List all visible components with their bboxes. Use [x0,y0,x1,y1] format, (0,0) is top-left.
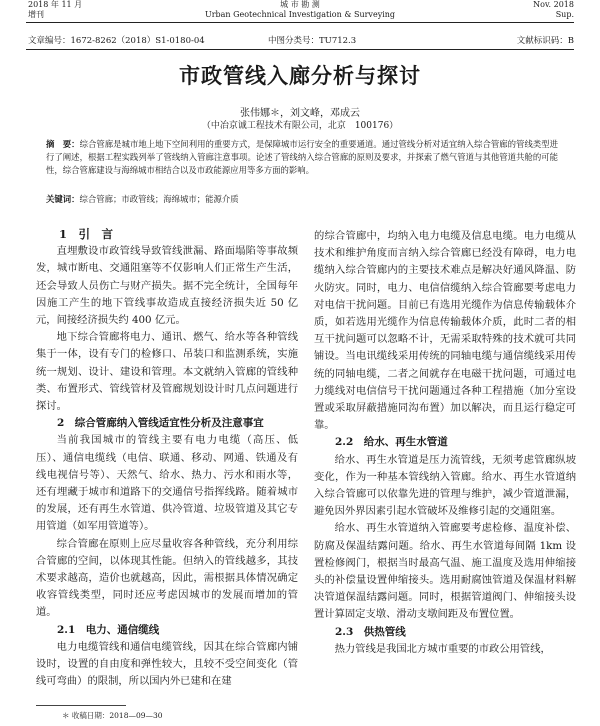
header-date-line1: 2018 年 11 月 [28,0,83,9]
document-code: 文献标识码：B [516,36,574,46]
article-number: 文章编号：1672-8262（2018）S1-0180-04 [28,36,205,46]
header-journal-en: Urban Geotechnical Investigation & Surveying [204,10,396,19]
keywords-label: 关键词： [46,194,80,204]
section-2-heading: 2 综合管廊纳入管线适宜性分析及注意事宜 [57,417,264,430]
abstract-label: 摘 要： [46,139,80,149]
right-paragraph-1: 的综合管廊中，均纳入电力电缆及信息电缆。电力电缆从技术和维护角度而言纳入综合管廊已经没有障碍，电力电缆纳入综合管廊内的主要技术难点是解决好通风降温、防火防灾。同时，电力、电信信缆纳入综合管廊要考虑电力对电信干扰问题。目前已有选用光缆作为信息传输载体介质，如若选用光缆作为信息传输载体介质，此时二者的相互干扰问题可以忽略不计，无需采取特殊的技术就可共同铺设。当电讯缆线采用传统的同轴电缆与通信缆线采用传统的同轴电缆，二者之间就存在电磁干扰问题，可通过电力缆线对电信信号干扰问题通过各种工程措施（加分室设置或采取屏蔽措施同沟布置）加以解决，而且运行稳定可靠。 [314,230,576,432]
right-paragraph-3: 给水、再生水管道纳入管廊要考虑检修、温度补偿、防腐及保温结露问题。给水、再生水管道每间隔 1km 设置检修阀门，根据当时最高气温、施工温度及选用伸缩接头的补偿量设置伸缩接头。选用耐腐蚀管道及保温材料解决管道保温结露问题。同时，根据管道阀门、伸缩接头设置计算固定支墩、滑动支墩间距及布置位置。 [314,522,576,621]
section-1-heading: 1 引 言 [59,227,114,241]
header-journal [0,0,600,20]
affiliation: （中冶京诚工程技术有限公司，北京 100176） [201,121,399,131]
keywords-text: 综合管廊；市政管线；海绵城市；能源介质 [79,194,239,204]
section-2-1-paragraph-1: 电力电缆管线和通信电缆管线，因其在综合管廊内铺设时，设置的自由度和弹性较大，且较不受空间变化（管线可弯曲）的限制，所以国内外已建和在建 [36,640,298,688]
authors: 张伟娜＊，刘文峰，邓成云 [240,108,360,119]
left-column [36,226,298,690]
header-rule [26,22,574,23]
header-date-line2: 增刊 [28,10,44,19]
header-issue [533,0,574,20]
header-issue-line1: Nov. 2018 [533,0,574,9]
abstract [46,138,558,178]
section-2-2-heading: 2.2 给水、再生水管道 [335,436,448,449]
right-column [314,228,576,658]
header-journal-cn: 城 市 勘 测 [280,0,320,9]
received-date-footnote: ＊ 收稿日期：2018—09—30 [62,711,163,720]
section-2-3-heading: 2.3 供热管线 [335,625,406,638]
footnote-rule [36,705,126,706]
right-paragraph-2: 给水、再生水管道是压力流管线，无须考虑管廊纵坡变化，作为一种基本管线纳入管廊。给水、再生水管道纳入综合管廊可以依靠先进的管理与维护，减少管道泄漏，避免因外界因素引起水管破坏及维修引起的交通阻塞。 [314,453,576,518]
paper-title: 市政管线入廊分析与探讨 [179,63,421,88]
section-2-paragraph-2: 综合管廊在原则上应尽量收容各种管线，充分利用综合管廊的空间，以体现其性能。但纳入的管线越多，其技术要求越高，造价也就越高，因此，需根据具体情况确定收容管线类型，同时还应考虑因城市的发展而增加的管道。 [36,537,298,619]
section-2-1-heading: 2.1 电力、通信缆线 [57,623,160,636]
header-issue-line2: Sup. [555,10,574,19]
keywords [46,193,558,205]
clc-number: 中图分类号：TU712.3 [268,36,357,46]
abstract-text: 综合管廊是城市地上地下空间利用的重要方式，是保障城市运行安全的重要通道。通过管线分析对适宜纳入综合管廊的管线类型进行了阐述，根据工程实践列举了管线纳入管廊注意事项。论述了管线纳入综合管廊的原则及要求，并探索了燃气管道与其他管道共舱的可能性，综合管廊建设与海绵城市相结合以及市政能源应用等多方面的影响。 [46,139,558,176]
section-1-paragraph-2: 地下综合管廊将电力、通讯、燃气、给水等各种管线集于一体，设有专门的检修口、吊装口和监测系统，实施统一规划、设计、建设和管理。本文就纳入管廊的管线种类、布置形式、管线管材及管廊规划设计时几点问题进行探讨。 [36,331,298,413]
section-2-paragraph-1: 当前我国城市的管线主要有电力电缆（高压、低压）、通信电缆线（电信、联通、移动、网通、铁通及有线电视信号等）、天然气、给水、热力、污水和雨水等，还有埋藏于城市和道路下的交通信号指挥线路。随着城市的发展，还有再生水管道、供冷管道、垃圾管道及其它专用管道（如军用管道等）。 [36,434,298,533]
meta-rule [26,49,574,50]
right-paragraph-4: 热力管线是我国北方城市重要的市政公用管线， [334,642,551,655]
section-1-paragraph-1: 直埋敷设市政管线导致管线泄漏、路面塌陷等事故频发，城市断电、交通阻塞等不仅影响人们正常生产生活，还会导致人员伤亡与财产损失。据不完全统计，全国每年因施工产生的地下管线事故造成直接经济损失近 50 亿元，间接经济损失约 400 亿元。 [36,245,298,327]
